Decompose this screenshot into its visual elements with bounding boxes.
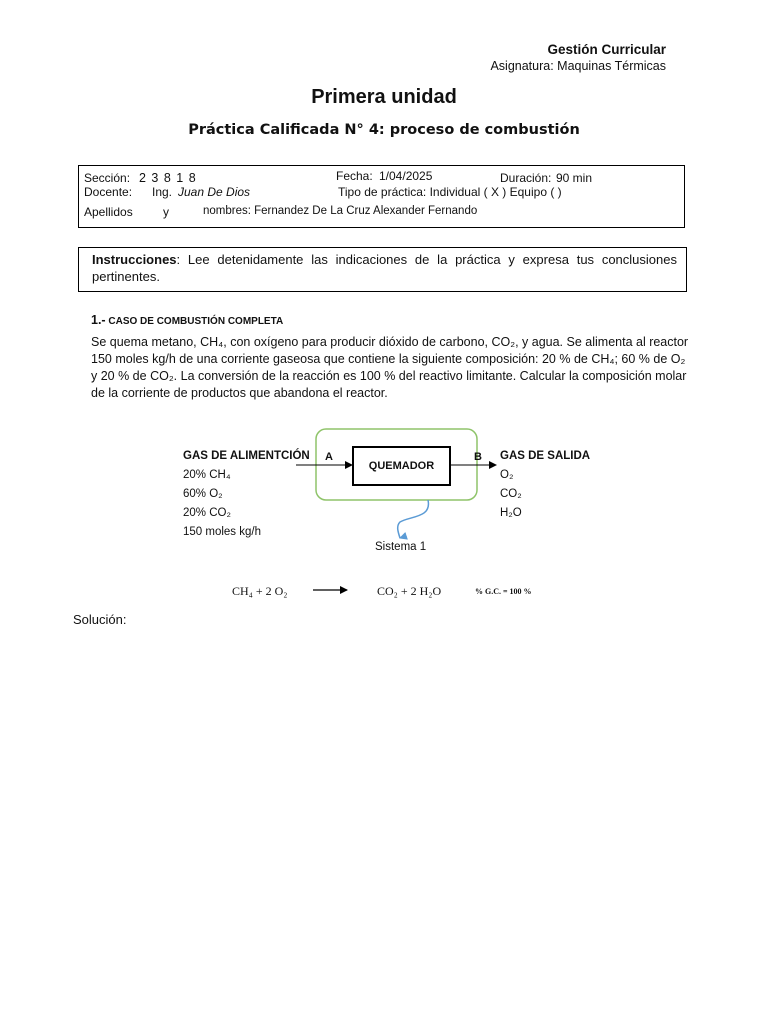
- practice-type: Tipo de práctica: Individual ( X ) Equipo ( ): [338, 185, 562, 199]
- stream-in-label: A: [325, 451, 333, 463]
- system-pointer: [398, 500, 429, 538]
- section-value: 2 3 8 1 8: [139, 171, 197, 185]
- feed-item: 60% O₂: [183, 488, 223, 500]
- teacher-prefix: Ing.: [152, 185, 173, 199]
- equation-products: CO₂ + 2 H₂O: [377, 584, 442, 598]
- surnames-label: Apellidos: [84, 205, 133, 219]
- equation-conversion: % G.C. = 100 %: [475, 587, 532, 596]
- feed-item: 150 moles kg/h: [183, 526, 261, 538]
- instructions-body: : Lee detenidamente las indicaciones de la práctica y expresa tus conclusiones pertinentes.: [92, 252, 677, 284]
- unit-title: Primera unidad: [311, 86, 457, 108]
- feed-label: GAS DE ALIMENTCIÓN: [183, 450, 310, 462]
- question-heading-text: CASO DE COMBUSTIÓN COMPLETA: [105, 316, 284, 327]
- system-label: Sistema 1: [375, 541, 427, 553]
- section-label: Sección:: [84, 171, 131, 185]
- stream-out-label: B: [474, 451, 482, 463]
- question-line: y 20 % de CO₂. La conversión de la reacción es 100 % del reactivo limitante. Calcular la composición molar: [91, 369, 687, 383]
- out-item: O₂: [500, 469, 514, 481]
- out-label: GAS DE SALIDA: [500, 450, 591, 462]
- date-label: Fecha:: [336, 169, 373, 183]
- feed-item: 20% CO₂: [183, 507, 231, 519]
- solution-label: Solución:: [73, 612, 127, 627]
- practice-title: Práctica Calificada N° 4: proceso de combustión: [188, 122, 580, 138]
- duration-label: Duración:: [500, 171, 552, 185]
- burner-label: QUEMADOR: [368, 460, 435, 472]
- feed-item: 20% CH₄: [183, 469, 231, 481]
- and-label: y: [163, 205, 169, 219]
- instructions-label: Instrucciones: [92, 252, 177, 267]
- out-item: CO₂: [500, 488, 522, 500]
- equation-reactants: CH₄ + 2 O₂: [232, 584, 288, 598]
- teacher-label: Docente:: [84, 185, 133, 199]
- question-number: 1.-: [91, 313, 106, 327]
- names-label: nombres: Fernandez De La Cruz Alexander Fernando: [203, 205, 478, 217]
- out-item: H₂O: [500, 507, 522, 519]
- duration-value: 90 min: [556, 171, 593, 185]
- question-line: de la corriente de productos que abandona el reactor.: [91, 386, 388, 400]
- question-line: Se quema metano, CH₄, con oxígeno para producir dióxido de carbono, CO₂, y agua. Se alimenta al reactor: [91, 335, 689, 349]
- date-value: 1/04/2025: [379, 169, 433, 183]
- question-line: 150 moles kg/h de una corriente gaseosa que contiene la siguiente composición: 20 % de CH₄; 60 % de O₂: [91, 352, 686, 366]
- teacher-name: Juan De Dios: [178, 185, 251, 199]
- header-subject: Asignatura: Maquinas Térmicas: [490, 59, 666, 73]
- header-title: Gestión Curricular: [547, 42, 666, 57]
